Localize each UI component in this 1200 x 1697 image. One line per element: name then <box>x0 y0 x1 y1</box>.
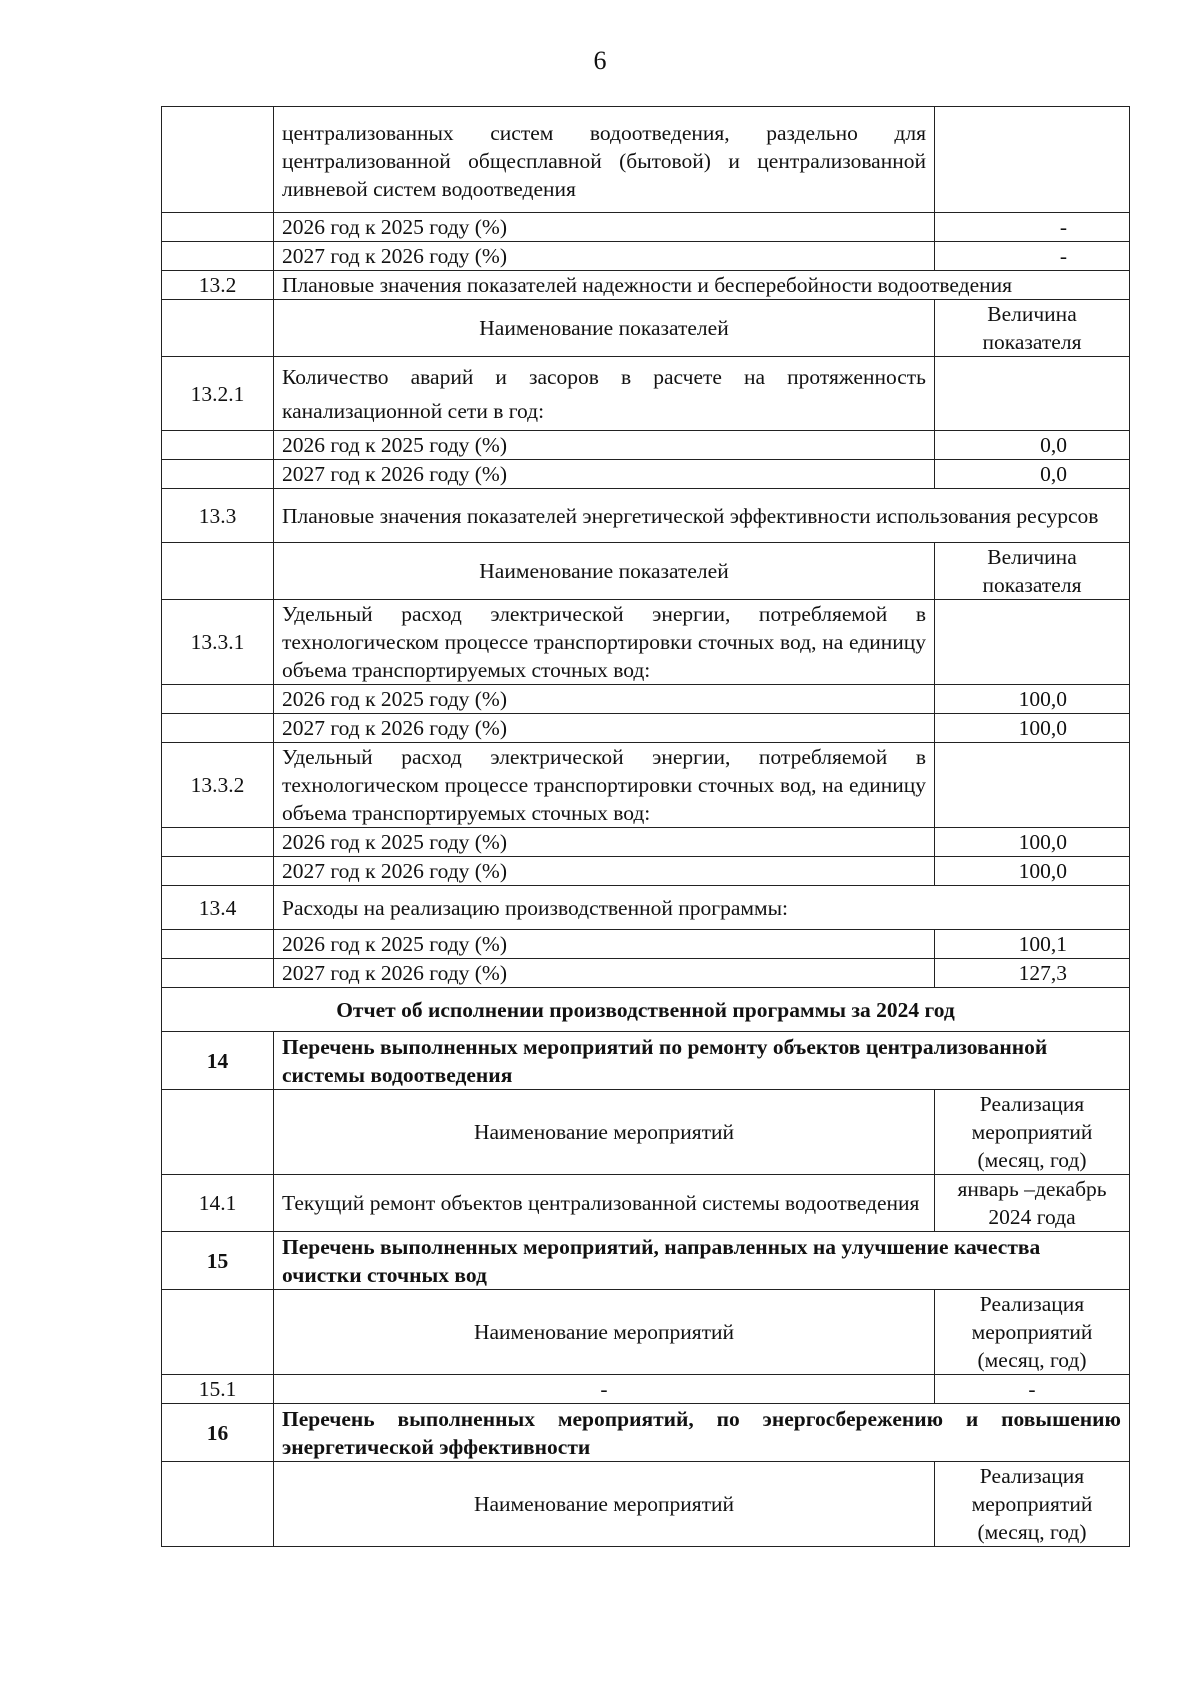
row-number <box>162 714 274 743</box>
section-number: 13.3 <box>162 489 274 543</box>
row-value: январь –декабрь 2024 года <box>935 1175 1130 1232</box>
row-number <box>162 1090 274 1175</box>
column-header-value: Величина показателя <box>935 300 1130 357</box>
table-row <box>162 857 1130 886</box>
row-label: 2027 год к 2026 году (%) <box>274 714 935 743</box>
section-title: Перечень выполненных мероприятий по ремонту объектов централизованной системы водоотведения <box>274 1032 1130 1090</box>
section-number: 16 <box>162 1404 274 1462</box>
row-label: 2027 год к 2026 году (%) <box>274 460 935 489</box>
column-header-value: Величина показателя <box>935 543 1130 600</box>
row-number <box>162 242 274 271</box>
row-number <box>162 107 274 213</box>
row-value: - <box>935 213 1130 242</box>
section-number: 13.4 <box>162 886 274 930</box>
column-header-name: Наименование мероприятий <box>274 1090 935 1175</box>
row-value: 100,1 <box>935 930 1130 959</box>
table-row <box>162 828 1130 857</box>
section-row <box>162 1032 1130 1090</box>
row-label: 2027 год к 2026 году (%) <box>274 242 935 271</box>
section-row <box>162 1404 1130 1462</box>
row-number <box>162 213 274 242</box>
table-row <box>162 460 1130 489</box>
section-row <box>162 489 1130 543</box>
header-row <box>162 1090 1130 1175</box>
row-number <box>162 300 274 357</box>
header-row <box>162 1462 1130 1547</box>
row-number <box>162 1290 274 1375</box>
row-value: 0,0 <box>935 460 1130 489</box>
row-label: 2027 год к 2026 году (%) <box>274 857 935 886</box>
section-number: 14 <box>162 1032 274 1090</box>
table-row <box>162 357 1130 431</box>
row-value: 100,0 <box>935 828 1130 857</box>
column-header-name: Наименование показателей <box>274 300 935 357</box>
column-header-value: Реализация мероприятий (месяц, год) <box>935 1290 1130 1375</box>
row-number <box>162 543 274 600</box>
row-value <box>935 357 1130 431</box>
row-label: 2026 год к 2025 году (%) <box>274 930 935 959</box>
column-header-value: Реализация мероприятий (месяц, год) <box>935 1462 1130 1547</box>
row-text: Текущий ремонт объектов централизованной системы водоотведения <box>274 1175 935 1232</box>
section-number: 15 <box>162 1232 274 1290</box>
table-row <box>162 930 1130 959</box>
section-title: Перечень выполненных мероприятий, направленных на улучшение качества очистки сточных вод <box>274 1232 1130 1290</box>
row-label: 2027 год к 2026 году (%) <box>274 959 935 988</box>
row-number <box>162 685 274 714</box>
row-value <box>935 743 1130 828</box>
row-number: 14.1 <box>162 1175 274 1232</box>
row-label: 2026 год к 2025 году (%) <box>274 213 935 242</box>
column-header-value: Реализация мероприятий (месяц, год) <box>935 1090 1130 1175</box>
table-row <box>162 242 1130 271</box>
section-row <box>162 271 1130 300</box>
table-row <box>162 959 1130 988</box>
table-row <box>162 431 1130 460</box>
table-row <box>162 743 1130 828</box>
row-number: 13.3.1 <box>162 600 274 685</box>
row-number <box>162 1462 274 1547</box>
row-number: 13.2.1 <box>162 357 274 431</box>
report-title: Отчет об исполнении производственной программы за 2024 год <box>162 988 1130 1032</box>
row-number <box>162 857 274 886</box>
row-text: - <box>274 1375 935 1404</box>
program-table <box>161 106 1130 1547</box>
table-row <box>162 1175 1130 1232</box>
table-row <box>162 213 1130 242</box>
section-title: Плановые значения показателей энергетической эффективности использования ресурсов <box>274 489 1130 543</box>
row-label: 2026 год к 2025 году (%) <box>274 828 935 857</box>
row-text: централизованных систем водоотведения, раздельно для централизованной общесплавной (бытовой) и централизованной ливневой систем водоотведения <box>274 107 935 213</box>
section-title: Перечень выполненных мероприятий, по энергосбережению и повышению энергетической эффективности <box>274 1404 1130 1462</box>
table-row <box>162 1375 1130 1404</box>
row-number <box>162 828 274 857</box>
section-title: Расходы на реализацию производственной программы: <box>274 886 1130 930</box>
row-value: 127,3 <box>935 959 1130 988</box>
row-value: 100,0 <box>935 685 1130 714</box>
row-label: 2026 год к 2025 году (%) <box>274 431 935 460</box>
header-row <box>162 1290 1130 1375</box>
row-value: 0,0 <box>935 431 1130 460</box>
header-row <box>162 300 1130 357</box>
row-text: Удельный расход электрической энергии, потребляемой в технологическом процессе транспортировки сточных вод, на единицу объема транспортируемых сточных вод: <box>274 600 935 685</box>
table-row <box>162 685 1130 714</box>
header-row <box>162 543 1130 600</box>
row-number: 13.3.2 <box>162 743 274 828</box>
row-text: Удельный расход электрической энергии, потребляемой в технологическом процессе транспортировки сточных вод, на единицу объема транспортируемых сточных вод: <box>274 743 935 828</box>
row-number <box>162 930 274 959</box>
row-number <box>162 460 274 489</box>
row-text: Количество аварий и засоров в расчете на протяженность канализационной сети в год: <box>274 357 935 431</box>
table-row <box>162 107 1130 213</box>
row-number <box>162 431 274 460</box>
row-value: - <box>935 1375 1130 1404</box>
table-row <box>162 714 1130 743</box>
row-value <box>935 107 1130 213</box>
section-number: 13.2 <box>162 271 274 300</box>
row-value: - <box>935 242 1130 271</box>
table-row <box>162 600 1130 685</box>
column-header-name: Наименование показателей <box>274 543 935 600</box>
row-value <box>935 600 1130 685</box>
section-title: Плановые значения показателей надежности и бесперебойности водоотведения <box>274 271 1130 300</box>
report-title-row <box>162 988 1130 1032</box>
row-value: 100,0 <box>935 857 1130 886</box>
page-number: 6 <box>593 46 607 75</box>
row-number <box>162 959 274 988</box>
row-number: 15.1 <box>162 1375 274 1404</box>
row-label: 2026 год к 2025 году (%) <box>274 685 935 714</box>
column-header-name: Наименование мероприятий <box>274 1462 935 1547</box>
section-row <box>162 886 1130 930</box>
section-row <box>162 1232 1130 1290</box>
row-value: 100,0 <box>935 714 1130 743</box>
column-header-name: Наименование мероприятий <box>274 1290 935 1375</box>
